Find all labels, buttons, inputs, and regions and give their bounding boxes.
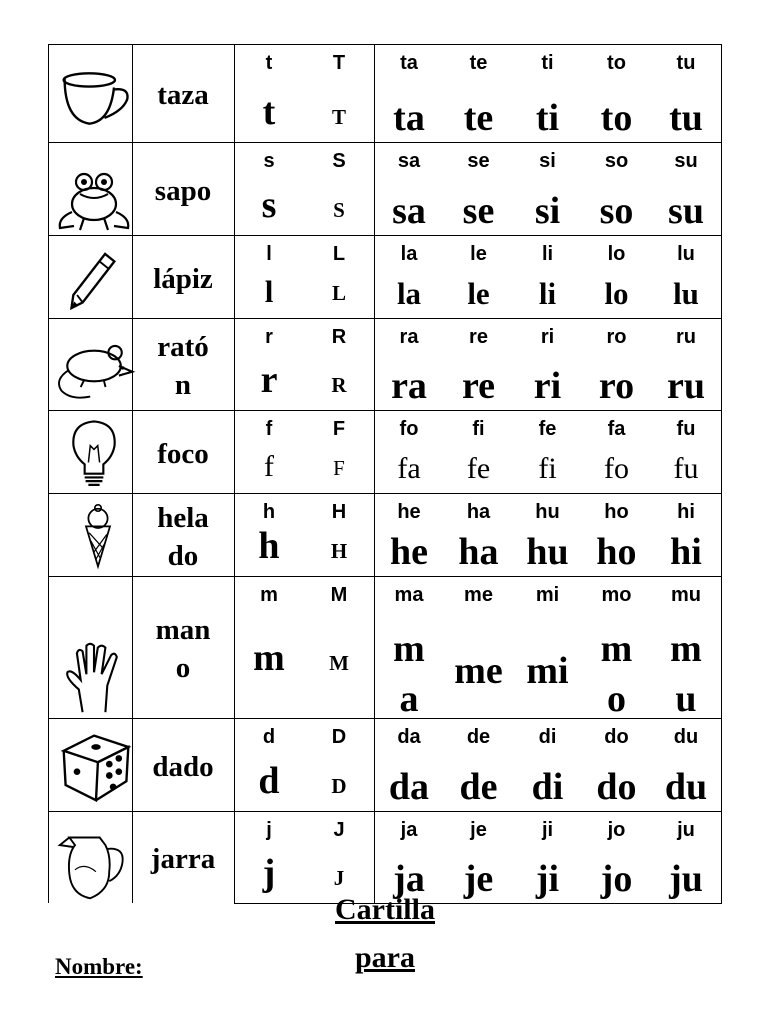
small-syllable: ji bbox=[541, 819, 554, 841]
big-syllable: je bbox=[463, 858, 494, 900]
small-syllable: li bbox=[541, 243, 554, 265]
row-word: helado bbox=[157, 501, 209, 572]
big-syllable: fo bbox=[604, 452, 629, 485]
small-syllable: fi bbox=[472, 418, 485, 440]
big-syllable: le bbox=[467, 276, 490, 311]
row-word: mano bbox=[155, 614, 211, 684]
small-lowercase: r bbox=[265, 326, 273, 348]
big-syllable: ho bbox=[596, 531, 637, 573]
big-syllable: ti bbox=[535, 97, 560, 139]
big-uppercase: T bbox=[331, 105, 346, 129]
small-syllable: ri bbox=[540, 326, 555, 348]
big-syllable: jo bbox=[600, 858, 633, 900]
small-syllable: mu bbox=[671, 584, 701, 606]
big-syllable: mi bbox=[526, 650, 569, 692]
big-syllable: ra bbox=[391, 365, 427, 407]
big-syllable: do bbox=[596, 766, 637, 808]
row-word: ratón bbox=[157, 331, 209, 401]
big-uppercase: H bbox=[330, 539, 348, 563]
big-syllable: hi bbox=[670, 531, 702, 573]
small-syllable: to bbox=[607, 52, 626, 74]
row-word: sapo bbox=[154, 174, 212, 207]
big-syllable: me bbox=[454, 650, 503, 692]
big-syllable: ro bbox=[598, 365, 635, 407]
row-word: taza bbox=[157, 79, 209, 111]
dice-icon bbox=[58, 728, 134, 804]
small-syllable: fu bbox=[676, 418, 696, 440]
row-word: foco bbox=[157, 437, 209, 470]
small-syllable: le bbox=[470, 243, 487, 265]
big-syllable: ta bbox=[393, 97, 425, 139]
small-syllable: so bbox=[604, 150, 629, 172]
small-syllable: di bbox=[538, 726, 557, 748]
footer-title: Cartilla para bbox=[335, 893, 435, 974]
cup-icon bbox=[57, 60, 133, 136]
big-syllable: ja bbox=[393, 858, 425, 900]
small-syllable: du bbox=[673, 726, 699, 748]
big-lowercase: h bbox=[258, 525, 280, 567]
big-syllable: fu bbox=[673, 452, 699, 485]
small-syllable: fo bbox=[399, 418, 419, 440]
small-syllable: ra bbox=[399, 326, 419, 348]
big-uppercase: S bbox=[333, 198, 345, 222]
small-syllable: ha bbox=[466, 501, 491, 523]
big-syllable: he bbox=[390, 531, 428, 573]
small-uppercase: H bbox=[331, 501, 347, 523]
big-lowercase: t bbox=[262, 91, 276, 133]
small-syllable: se bbox=[467, 150, 490, 172]
hand-icon bbox=[56, 636, 132, 720]
ice-cream-icon bbox=[78, 497, 118, 575]
big-lowercase: m bbox=[253, 637, 285, 679]
big-syllable: ru bbox=[667, 365, 705, 407]
big-syllable: ji bbox=[535, 858, 560, 900]
small-syllable: da bbox=[397, 726, 421, 748]
small-uppercase: T bbox=[332, 52, 346, 74]
row-word: jarra bbox=[150, 843, 216, 875]
big-syllable: ju bbox=[669, 858, 703, 900]
big-uppercase: M bbox=[329, 651, 349, 675]
big-uppercase: J bbox=[333, 866, 345, 890]
small-syllable: te bbox=[469, 52, 488, 74]
big-syllable: de bbox=[459, 766, 498, 808]
small-uppercase: L bbox=[332, 243, 346, 265]
big-syllable: to bbox=[600, 97, 633, 139]
small-syllable: hu bbox=[535, 501, 560, 523]
small-syllable: mo bbox=[601, 584, 632, 606]
small-lowercase: t bbox=[265, 52, 273, 74]
big-lowercase: r bbox=[260, 359, 278, 401]
pencil-icon bbox=[64, 248, 120, 314]
small-lowercase: m bbox=[260, 584, 278, 606]
small-syllable: tu bbox=[676, 52, 696, 74]
small-uppercase: F bbox=[332, 418, 346, 440]
small-syllable: de bbox=[466, 726, 491, 748]
small-syllable: su bbox=[674, 150, 698, 172]
big-lowercase: j bbox=[262, 852, 276, 894]
big-uppercase: D bbox=[331, 774, 347, 798]
big-lowercase: d bbox=[258, 760, 280, 802]
small-syllable: jo bbox=[607, 819, 626, 841]
small-uppercase: M bbox=[330, 584, 348, 606]
small-syllable: la bbox=[400, 243, 418, 265]
lightbulb-icon bbox=[66, 416, 122, 494]
small-uppercase: D bbox=[331, 726, 347, 748]
small-lowercase: j bbox=[266, 819, 272, 841]
small-syllable: fa bbox=[607, 418, 626, 440]
small-syllable: ti bbox=[541, 52, 554, 74]
small-syllable: ru bbox=[676, 326, 696, 348]
big-syllable: li bbox=[538, 276, 557, 311]
small-lowercase: d bbox=[262, 726, 276, 748]
big-lowercase: l bbox=[264, 273, 274, 309]
small-lowercase: l bbox=[266, 243, 272, 265]
big-uppercase: R bbox=[331, 373, 347, 397]
small-syllable: ju bbox=[677, 819, 695, 841]
small-syllable: lo bbox=[607, 243, 626, 265]
small-syllable: he bbox=[397, 501, 421, 523]
small-uppercase: J bbox=[333, 819, 345, 841]
small-uppercase: S bbox=[332, 150, 346, 172]
frog-icon bbox=[54, 164, 134, 234]
big-syllable: sa bbox=[392, 190, 426, 232]
big-syllable: lo bbox=[604, 276, 629, 311]
big-syllable: se bbox=[462, 190, 495, 232]
big-syllable: ha bbox=[458, 531, 499, 573]
small-syllable: lu bbox=[677, 243, 695, 265]
small-syllable: ja bbox=[400, 819, 418, 841]
big-syllable: ri bbox=[533, 365, 562, 407]
small-lowercase: s bbox=[263, 150, 275, 172]
mouse-icon bbox=[52, 326, 138, 406]
big-syllable: su bbox=[668, 190, 704, 232]
big-syllable: tu bbox=[669, 97, 703, 139]
big-syllable: fa bbox=[397, 452, 421, 485]
big-lowercase: s bbox=[261, 184, 277, 226]
name-label: Nombre: bbox=[55, 954, 143, 979]
small-syllable: si bbox=[539, 150, 556, 172]
small-syllable: hi bbox=[677, 501, 695, 523]
big-syllable: te bbox=[463, 97, 494, 139]
big-syllable: so bbox=[599, 190, 634, 232]
big-syllable: mu bbox=[670, 628, 702, 720]
small-syllable: me bbox=[464, 584, 493, 606]
small-lowercase: f bbox=[265, 418, 273, 440]
big-syllable: du bbox=[664, 766, 708, 808]
jug-icon bbox=[54, 828, 134, 904]
big-syllable: fe bbox=[466, 452, 491, 485]
big-uppercase: L bbox=[331, 281, 346, 305]
small-syllable: ro bbox=[606, 326, 627, 348]
big-syllable: fi bbox=[538, 452, 557, 485]
big-syllable: mo bbox=[600, 628, 633, 720]
big-uppercase: F bbox=[333, 456, 345, 480]
big-lowercase: f bbox=[264, 450, 274, 483]
small-syllable: fe bbox=[538, 418, 557, 440]
big-syllable: lu bbox=[673, 276, 699, 311]
big-syllable: ma bbox=[393, 628, 425, 720]
big-syllable: re bbox=[461, 365, 496, 407]
small-syllable: ma bbox=[394, 584, 424, 606]
small-syllable: ho bbox=[604, 501, 629, 523]
small-lowercase: h bbox=[262, 501, 276, 523]
big-syllable: si bbox=[534, 190, 561, 232]
small-syllable: je bbox=[470, 819, 487, 841]
small-syllable: do bbox=[604, 726, 629, 748]
big-syllable: hu bbox=[526, 531, 569, 573]
big-syllable: da bbox=[388, 766, 430, 808]
small-syllable: re bbox=[469, 326, 488, 348]
small-syllable: ta bbox=[400, 52, 418, 74]
small-syllable: sa bbox=[397, 150, 421, 172]
row-word: dado bbox=[152, 750, 214, 783]
big-syllable: di bbox=[531, 766, 564, 808]
row-word: lápiz bbox=[153, 262, 213, 295]
small-syllable: mi bbox=[535, 584, 560, 606]
big-syllable: la bbox=[396, 276, 422, 311]
small-uppercase: R bbox=[331, 326, 347, 348]
